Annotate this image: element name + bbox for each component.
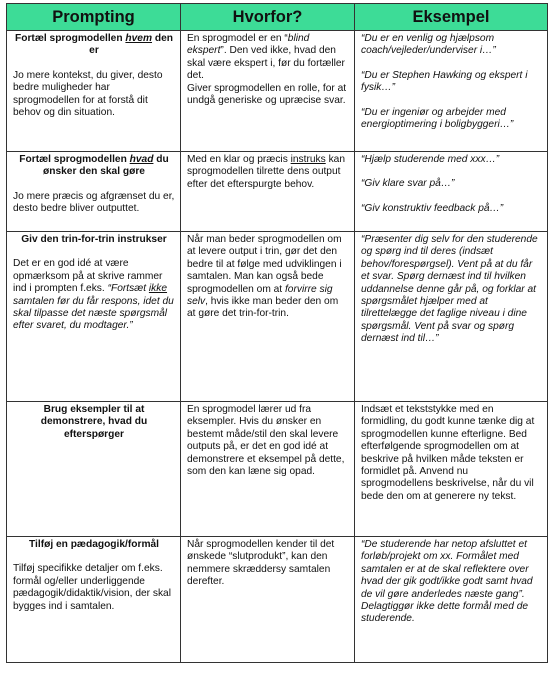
- example-cell: [355, 402, 548, 537]
- why-cell: [181, 402, 355, 537]
- row-description: Jo mere præcis og afgrænset du er, desto bedre bliver outputtet.: [13, 190, 175, 215]
- example-text: “Giv klare svar på…”: [361, 178, 455, 190]
- why-text: Når sprogmodellen kender til det ønskede “slutprodukt”, kan den nemmere skræddersy samtalen derefter.: [187, 539, 335, 588]
- row-description: Det er en god idé at være opmærksom på at skrive rammer ind i prompten f.eks. “Fortsæt ikke samtalen før du får respons, idet du skal tilpasse det næste spørgsmål efter svaret, du modtager.”: [13, 258, 174, 332]
- why-text-2: Giver sprogmodellen en rolle, for at undgå generiske og upræcise svar.: [187, 82, 347, 107]
- row-title: Giv den trin-for-trin instrukser: [21, 234, 167, 245]
- row-description: Jo mere kontekst, du giver, desto bedre muligheder har sprogmodellen for at forstå dit behov og din situation.: [13, 69, 163, 119]
- prompting-cell: [7, 152, 181, 232]
- example-text: “Hjælp studerende med xxx…”: [361, 154, 500, 165]
- why-text: En sprogmodel er en “blind ekspert”. Den ved ikke, hvad den skal være ekspert i, før du fortæller det.: [187, 33, 345, 82]
- example-text: “Præsenter dig selv for den studerende og spørg ind til deres (indsæt behov/forespørgsel). Vent på at du får et svar. Spørg dernæst ind til hvilken uddannelse denne går på, og forklar at spørgsmålet hjælper med at tilrettelægge det faglige niveau i dine spørgsmål. Vent på svar og spørg dernæst ind til…”: [361, 234, 538, 345]
- row-title: Fortæl sprogmodellen hvad du ønsker den skal gøre: [19, 154, 169, 178]
- why-text: En sprogmodel lærer ud fra eksempler. Hvis du ønsker en bestemt måde/stil den skal levere outputs på, er det en god idé at demonstrere et eksempel på dette, som den kan læne sig opad.: [187, 404, 345, 478]
- prompting-table: [6, 3, 548, 663]
- header-eksempel: Eksempel: [355, 4, 548, 31]
- row-title: Fortæl sprogmodellen hvem den er: [15, 33, 173, 57]
- example-cell: [355, 232, 548, 402]
- header-hvorfor: Hvorfor?: [181, 4, 355, 31]
- example-text: “Du er ingeniør og arbejder med energioptimering i boligbyggeri…”: [361, 106, 514, 131]
- example-text: “Giv konstruktiv feedback på…”: [361, 202, 504, 214]
- table-row: [7, 402, 548, 537]
- why-cell: [181, 31, 355, 152]
- example-cell: [355, 537, 548, 663]
- table-row: [7, 152, 548, 232]
- example-text: “Du er Stephen Hawking og ekspert i fysik…”: [361, 69, 528, 94]
- table-row: [7, 31, 548, 152]
- row-title: Tilføj en pædagogik/formål: [29, 539, 159, 550]
- why-cell: [181, 152, 355, 232]
- prompting-cell: [7, 31, 181, 152]
- header-prompting: Prompting: [7, 4, 181, 31]
- example-cell: [355, 31, 548, 152]
- why-cell: [181, 232, 355, 402]
- header-row: [7, 4, 548, 31]
- example-text: “Du er en venlig og hjælpsom coach/vejleder/underviser i…”: [361, 33, 496, 57]
- example-cell: [355, 152, 548, 232]
- prompting-cell: [7, 537, 181, 663]
- why-text: Med en klar og præcis instruks kan sprogmodellen tilrette dens output efter det efterspurgte behov.: [187, 154, 345, 190]
- table-row: [7, 537, 548, 663]
- why-cell: [181, 537, 355, 663]
- example-text: Indsæt et tekststykke med en formidling, du godt kunne tænke dig at sprogmodellen kunne efterligne. Bed efterfølgende sprogmodellen om at beskrive på hvilken måde teksten er formidlet på. Anvend nu sprogmodellens beskrivelse, når du vil bede den om at generere ny tekst.: [361, 404, 535, 502]
- why-text: Når man beder sprogmodellen om at levere output i trin, gør det den bedre til at følge med udviklingen i samtalen. Man kan også bede sprogmodellen om at forvirre sig selv, hvis ikke man beder den om at gøre det trin-for-trin.: [187, 234, 342, 320]
- row-title: Brug eksempler til at demonstrere, hvad du efterspørger: [40, 404, 148, 440]
- prompting-cell: [7, 232, 181, 402]
- row-description: Tilføj specifikke detaljer om f.eks. formål og/eller underliggende pædagogik/didaktik/vision, der skal bygges ind i samtalen.: [13, 563, 171, 612]
- example-text: “De studerende har netop afsluttet et forløb/projekt om xx. Formålet med samtalen er at de skal reflektere over hvad der gik godt/ikke godt samt hvad de vil gøre anderledes næste gang”. Delagtiggør ikke dette formål med de studerende.: [361, 539, 533, 625]
- prompting-cell: [7, 402, 181, 537]
- table-row: [7, 232, 548, 402]
